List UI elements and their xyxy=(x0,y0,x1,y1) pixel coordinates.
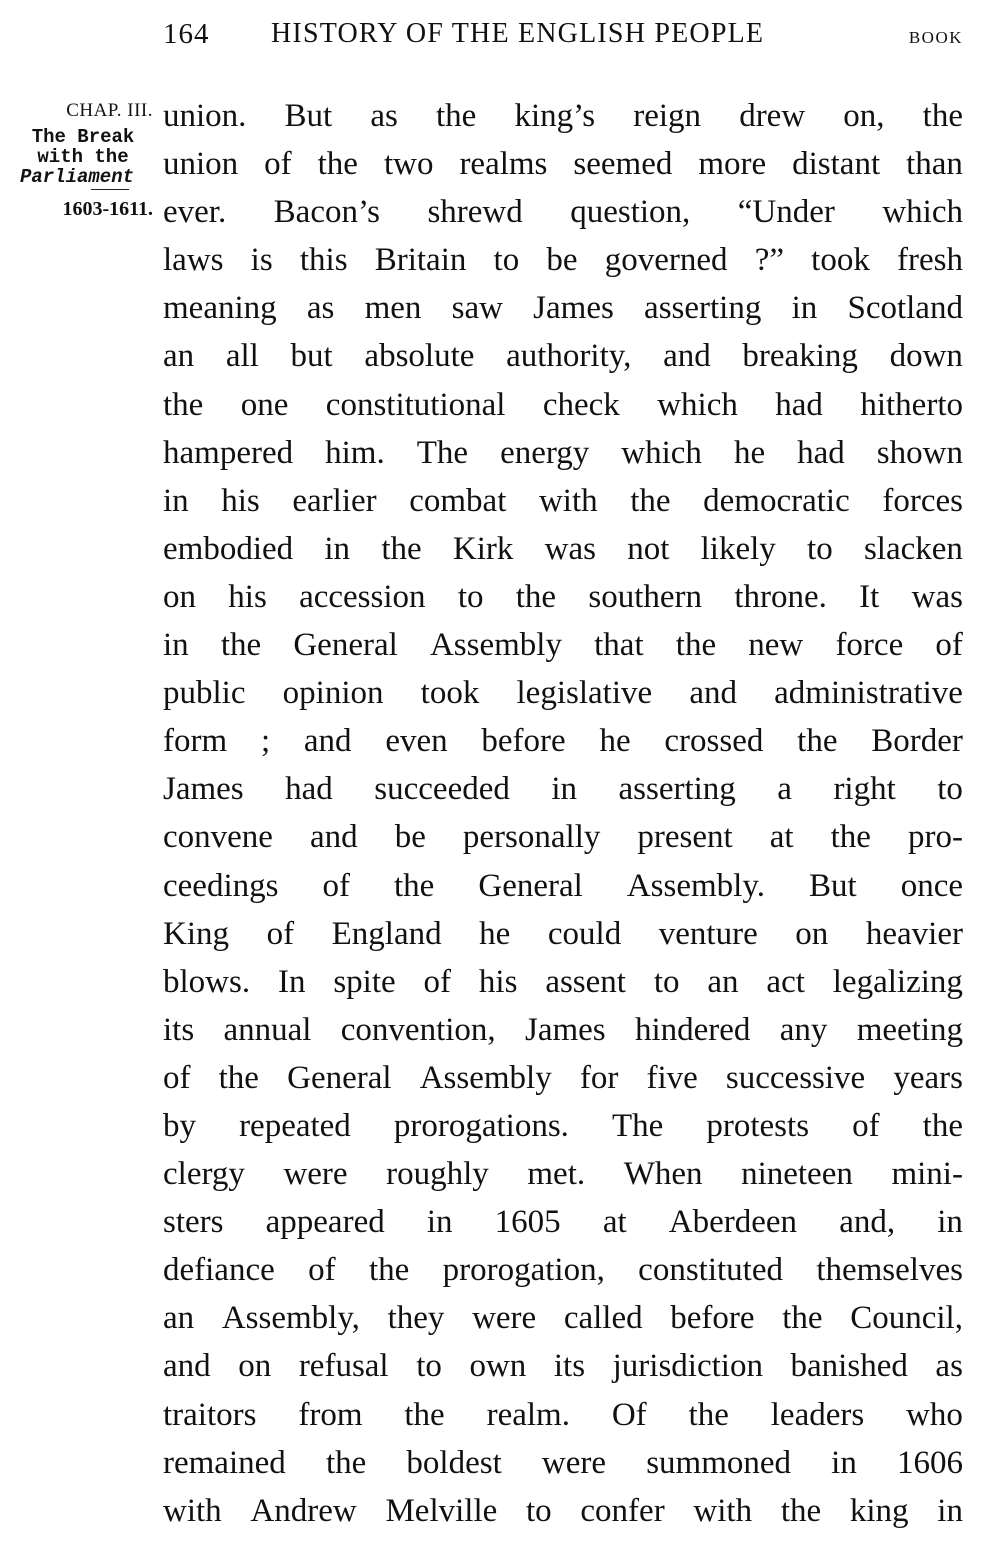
word: The xyxy=(416,434,469,471)
word: once xyxy=(900,867,963,904)
text-line xyxy=(163,1342,963,1390)
word: Assembly xyxy=(429,627,562,664)
word: ever. xyxy=(163,194,227,231)
word: spite xyxy=(333,963,396,1000)
text-line xyxy=(163,862,963,910)
text-line xyxy=(163,429,963,477)
word: to xyxy=(416,1348,442,1385)
text-line xyxy=(163,1487,963,1535)
word: for xyxy=(579,1059,619,1096)
word: in xyxy=(937,1492,963,1529)
word: prorogation, xyxy=(442,1252,605,1289)
word: Assembly xyxy=(419,1059,552,1096)
word: protests xyxy=(706,1107,810,1144)
word: on xyxy=(795,915,829,952)
word: years xyxy=(893,1059,963,1096)
word: before xyxy=(670,1300,755,1337)
word: union. xyxy=(163,98,247,134)
word: public xyxy=(163,675,246,712)
word: of xyxy=(266,915,295,952)
word: 1606 xyxy=(897,1444,963,1481)
word: convention, xyxy=(340,1011,496,1048)
text-line xyxy=(163,1102,963,1150)
word: leaders xyxy=(770,1396,865,1433)
sidenote-line-3: Parliament xyxy=(19,166,135,188)
word: King xyxy=(163,915,229,952)
word: governed xyxy=(604,242,728,279)
word: Assembly. xyxy=(626,867,765,904)
word: James xyxy=(524,1011,606,1048)
sidenote-line-1: The Break xyxy=(31,126,135,148)
word: the xyxy=(394,867,435,904)
word: convene xyxy=(163,819,273,856)
text-line xyxy=(163,236,963,284)
word: as xyxy=(935,1348,963,1385)
sidenote-title xyxy=(13,126,153,188)
word: which xyxy=(621,434,702,471)
word: General xyxy=(478,867,583,904)
word: his xyxy=(221,482,260,519)
word: the xyxy=(404,1396,445,1433)
word: right xyxy=(833,771,896,808)
word: as xyxy=(306,290,335,327)
word: he xyxy=(479,915,511,952)
word: an xyxy=(163,338,195,375)
word: clergy xyxy=(163,1156,245,1193)
word: the xyxy=(220,627,262,664)
word: five xyxy=(646,1059,698,1096)
running-header xyxy=(163,18,963,58)
word: all xyxy=(225,338,259,375)
word: on, xyxy=(843,98,885,134)
word: General xyxy=(293,627,398,664)
word: had xyxy=(775,386,823,423)
word: annual xyxy=(223,1011,312,1048)
word: they xyxy=(387,1300,445,1337)
word: 1605 xyxy=(494,1204,561,1241)
word: fresh xyxy=(897,242,963,279)
word: But xyxy=(284,98,333,134)
word: Of xyxy=(611,1396,647,1433)
word: accession xyxy=(299,578,426,615)
word: to xyxy=(457,578,484,615)
word: meaning xyxy=(163,290,277,327)
word: an xyxy=(163,1300,195,1337)
word: It xyxy=(859,578,880,615)
word: combat xyxy=(409,482,507,519)
word: with xyxy=(693,1492,753,1529)
word: by xyxy=(163,1107,196,1144)
word: could xyxy=(547,915,622,952)
body-text xyxy=(163,92,963,1535)
word: who xyxy=(906,1396,963,1433)
word: General xyxy=(287,1059,392,1096)
word: but xyxy=(290,338,333,375)
word: Britain xyxy=(374,242,467,279)
word: as xyxy=(370,98,398,134)
word: with xyxy=(163,1492,222,1529)
word: and xyxy=(303,723,352,760)
word: likely xyxy=(700,530,776,567)
text-line xyxy=(163,92,963,140)
word: met. xyxy=(527,1156,586,1193)
word: of xyxy=(308,1252,336,1289)
word: were xyxy=(472,1300,537,1337)
page-number: 164 xyxy=(163,18,210,50)
word: breaking xyxy=(742,338,858,375)
word: in xyxy=(551,771,578,808)
text-line xyxy=(163,621,963,669)
word: venture xyxy=(658,915,758,952)
text-line xyxy=(163,140,963,188)
word: be xyxy=(546,242,578,279)
word: constituted xyxy=(638,1252,783,1289)
word: ceedings xyxy=(163,867,279,904)
word: that xyxy=(594,627,644,664)
sidenote-line-2: with the xyxy=(37,146,129,168)
word: embodied xyxy=(163,530,294,567)
word: was xyxy=(911,578,963,615)
word: two xyxy=(383,146,434,183)
word: one xyxy=(240,386,289,423)
word: in xyxy=(831,1444,857,1481)
word: Melville xyxy=(385,1492,498,1529)
word: the xyxy=(830,819,871,856)
word: new xyxy=(748,627,804,664)
text-line xyxy=(163,1150,963,1198)
word: and xyxy=(663,338,711,375)
word: at xyxy=(769,819,794,856)
word: summoned xyxy=(646,1444,792,1481)
word: Andrew xyxy=(250,1492,357,1529)
word: opinion xyxy=(282,675,384,712)
text-line xyxy=(163,1294,963,1342)
word: assent xyxy=(545,963,626,1000)
text-line xyxy=(163,1006,963,1054)
word: him. xyxy=(325,434,385,471)
word: absolute xyxy=(364,338,475,375)
book-label: BOOK xyxy=(908,28,963,47)
word: succeeded xyxy=(374,771,510,808)
word: Border xyxy=(871,723,963,760)
word: own xyxy=(469,1348,527,1385)
word: roughly xyxy=(386,1156,489,1193)
word: in xyxy=(426,1204,453,1241)
word: on xyxy=(238,1348,272,1385)
word: the xyxy=(317,146,358,183)
word: “Under xyxy=(737,194,835,231)
word: realm. xyxy=(486,1396,570,1433)
sidenote-divider xyxy=(91,189,129,190)
word: seemed xyxy=(573,146,673,183)
word: legalizing xyxy=(832,963,963,1000)
word: refusal xyxy=(298,1348,389,1385)
word: the xyxy=(780,1492,822,1529)
word: Bacon’s xyxy=(273,194,380,231)
word: than xyxy=(906,146,963,183)
word: constitutional xyxy=(325,386,506,423)
word: ?” xyxy=(754,242,784,279)
word: at xyxy=(602,1204,627,1241)
text-line xyxy=(163,910,963,958)
word: in xyxy=(791,290,818,327)
text-line xyxy=(163,381,963,429)
text-line xyxy=(163,188,963,236)
word: James xyxy=(533,290,614,327)
word: and xyxy=(310,819,358,856)
word: the xyxy=(368,1252,410,1289)
word: England xyxy=(331,915,442,952)
word: But xyxy=(808,867,857,904)
word: Scotland xyxy=(847,290,963,327)
word: in xyxy=(163,482,189,519)
word: ; xyxy=(260,723,271,760)
word: earlier xyxy=(292,482,377,519)
word: the xyxy=(630,482,671,519)
word: authority, xyxy=(506,338,632,375)
word: democratic xyxy=(703,482,850,519)
word: and, xyxy=(839,1204,896,1241)
word: administrative xyxy=(774,675,963,712)
word: its xyxy=(553,1348,586,1385)
word: more xyxy=(698,146,767,183)
word: to xyxy=(526,1492,552,1529)
word: forces xyxy=(882,482,963,519)
text-line xyxy=(163,1391,963,1439)
word: drew xyxy=(739,98,806,134)
text-line xyxy=(163,1439,963,1487)
word: southern xyxy=(588,578,703,615)
word: sters xyxy=(163,1204,224,1241)
word: crossed xyxy=(664,723,764,760)
word: before xyxy=(481,723,566,760)
word: The xyxy=(612,1107,664,1144)
word: down xyxy=(889,338,963,375)
word: successive xyxy=(725,1059,866,1096)
word: James xyxy=(163,771,244,808)
word: he xyxy=(733,434,766,471)
word: had xyxy=(285,771,333,808)
word: laws xyxy=(163,242,224,279)
text-line xyxy=(163,525,963,573)
word: energy xyxy=(500,434,590,471)
word: in xyxy=(163,627,189,664)
word: in xyxy=(324,530,351,567)
word: saw xyxy=(451,290,503,327)
word: the xyxy=(797,723,838,760)
word: the xyxy=(782,1300,823,1337)
word: the xyxy=(675,627,717,664)
word: of xyxy=(264,146,292,183)
word: asserting xyxy=(644,290,762,327)
word: Assembly, xyxy=(221,1300,360,1337)
text-line xyxy=(163,284,963,332)
word: king xyxy=(849,1492,909,1529)
word: confer xyxy=(580,1492,665,1529)
word: meeting xyxy=(856,1011,963,1048)
word: In xyxy=(277,963,306,1000)
word: slacken xyxy=(863,530,963,567)
word: check xyxy=(542,386,620,423)
word: not xyxy=(627,530,670,567)
word: even xyxy=(385,723,448,760)
word: called xyxy=(563,1300,643,1337)
text-line xyxy=(163,958,963,1006)
word: to xyxy=(493,242,520,279)
word: force xyxy=(835,627,904,664)
word: remained xyxy=(163,1444,286,1481)
word: and xyxy=(689,675,737,712)
word: mini- xyxy=(891,1156,963,1193)
word: took xyxy=(420,675,480,712)
text-line xyxy=(163,765,963,813)
word: themselves xyxy=(816,1252,963,1289)
text-line xyxy=(163,717,963,765)
word: on xyxy=(163,578,196,615)
word: be xyxy=(394,819,426,856)
word: question, xyxy=(570,194,691,231)
word: and xyxy=(163,1348,211,1385)
word: were xyxy=(541,1444,607,1481)
word: present xyxy=(637,819,733,856)
word: hitherto xyxy=(860,386,963,423)
word: the xyxy=(163,386,204,423)
word: were xyxy=(283,1156,348,1193)
word: the xyxy=(688,1396,729,1433)
word: its xyxy=(163,1011,195,1048)
word: any xyxy=(779,1011,828,1048)
text-line xyxy=(163,669,963,717)
word: of xyxy=(852,1107,880,1144)
margin-notes xyxy=(8,96,153,224)
word: the xyxy=(922,98,963,134)
word: personally xyxy=(462,819,601,856)
word: in xyxy=(937,1204,963,1241)
word: of xyxy=(935,627,963,664)
word: repeated xyxy=(239,1107,351,1144)
word: hampered xyxy=(163,434,294,471)
word: of xyxy=(163,1059,191,1096)
word: distant xyxy=(792,146,881,183)
word: reign xyxy=(633,98,702,134)
word: asserting xyxy=(618,771,736,808)
word: throne. xyxy=(734,578,827,615)
word: jurisdiction xyxy=(612,1348,763,1385)
text-line xyxy=(163,1054,963,1102)
word: the xyxy=(218,1059,259,1096)
word: to xyxy=(937,771,963,808)
text-line xyxy=(163,813,963,861)
word: a xyxy=(777,771,792,808)
word: the xyxy=(435,98,477,134)
word: boldest xyxy=(406,1444,502,1481)
word: to xyxy=(807,530,833,567)
word: the xyxy=(381,530,422,567)
word: he xyxy=(599,723,631,760)
word: was xyxy=(544,530,596,567)
chapter-label: CHAP. III. xyxy=(66,100,153,121)
text-line xyxy=(163,1246,963,1294)
word: legislative xyxy=(516,675,653,712)
word: the xyxy=(515,578,557,615)
text-line xyxy=(163,1198,963,1246)
word: banished xyxy=(790,1348,908,1385)
word: the xyxy=(922,1107,963,1144)
word: the xyxy=(325,1444,367,1481)
word: his xyxy=(228,578,267,615)
word: Aberdeen xyxy=(668,1204,798,1241)
word: an xyxy=(707,963,739,1000)
word: When xyxy=(623,1156,703,1193)
word: shrewd xyxy=(427,194,523,231)
word: Kirk xyxy=(452,530,514,567)
text-line xyxy=(163,573,963,621)
word: of xyxy=(423,963,452,1000)
text-line xyxy=(163,477,963,525)
text-line xyxy=(163,332,963,380)
word: men xyxy=(364,290,422,327)
word: his xyxy=(478,963,518,1000)
word: from xyxy=(298,1396,363,1433)
word: is xyxy=(250,242,273,279)
word: blows. xyxy=(163,963,251,1000)
word: form xyxy=(163,723,228,760)
word: which xyxy=(657,386,738,423)
word: had xyxy=(797,434,845,471)
word: king’s xyxy=(514,98,596,134)
word: prorogations. xyxy=(393,1107,569,1144)
word: traitors xyxy=(163,1396,257,1433)
word: this xyxy=(299,242,348,279)
word: nineteen xyxy=(741,1156,853,1193)
word: union xyxy=(163,146,239,183)
word: which xyxy=(882,194,963,231)
word: of xyxy=(322,867,350,904)
word: hindered xyxy=(634,1011,751,1048)
date-range: 1603-1611. xyxy=(62,198,153,220)
word: appeared xyxy=(265,1204,385,1241)
word: took xyxy=(811,242,870,279)
word: shown xyxy=(876,434,963,471)
running-title: HISTORY OF THE ENGLISH PEOPLE xyxy=(271,18,765,49)
word: with xyxy=(538,482,598,519)
word: act xyxy=(766,963,805,1000)
word: to xyxy=(653,963,680,1000)
word: Council, xyxy=(850,1300,963,1337)
word: realms xyxy=(459,146,548,183)
word: pro- xyxy=(908,819,963,856)
word: heavier xyxy=(865,915,963,952)
word: defiance xyxy=(163,1252,275,1289)
